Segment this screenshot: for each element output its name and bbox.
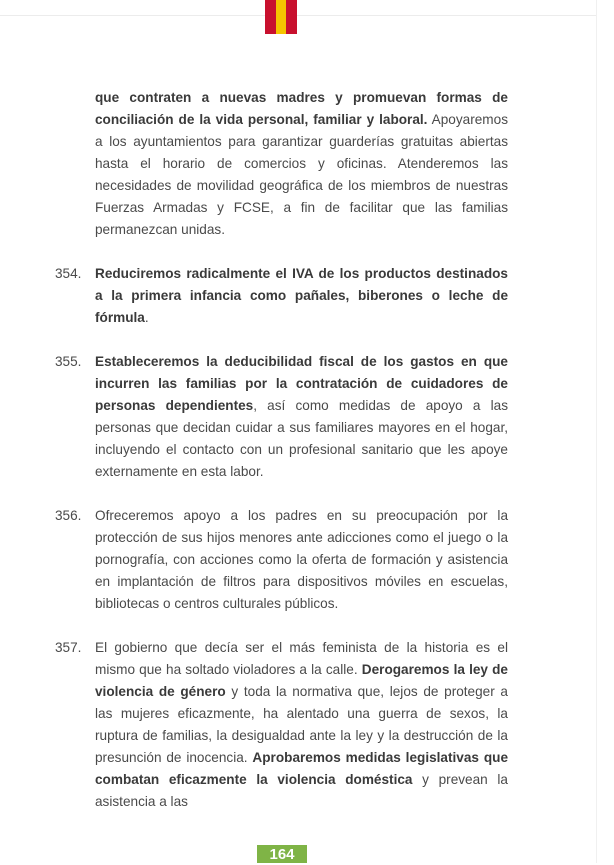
item-text: Ofreceremos apoyo a los padres en su preocupación por la protección de sus hijos menores ante adicciones como el juego o la pornografía, con acciones como la oferta de formación y asistencia en implantación de filtros para dispositivos móviles en escuelas, bibliotecas o centros culturales públicos.	[95, 508, 508, 611]
document-body	[55, 87, 508, 835]
item-number: 356.	[55, 508, 82, 523]
item-text: .	[144, 310, 149, 325]
intro-bold: que contraten a nuevas madres y promuevan formas de conciliación de la vida personal, familiar y laboral.	[95, 90, 508, 127]
page-edge	[596, 0, 597, 863]
item-text: , así como medidas de apoyo a las personas que decidan cuidar a sus familiares mayores en el hogar, incluyendo el contacto con un profesional sanitario que les apoye externamente en esta labor.	[95, 398, 508, 479]
item-number: 357.	[55, 640, 82, 655]
list-item-355	[55, 351, 508, 483]
item-bold: Estableceremos la deducibilidad fiscal de los gastos en que incurren las familias por la contratación de cuidadores de personas dependientes	[95, 354, 508, 413]
item-text: El gobierno que decía ser el más feminista de la historia es el mismo que ha soltado violadores a la calle.	[95, 640, 508, 677]
item-bold-2: Aprobaremos medidas legislativas que combatan eficazmente la violencia doméstica	[95, 750, 508, 787]
item-number: 354.	[55, 266, 82, 281]
spain-flag-icon	[265, 0, 297, 34]
header-rule	[0, 15, 596, 16]
item-text-2: y toda la normativa que, lejos de proteger a las mujeres eficazmente, ha alentado una guerra de sexos, la ruptura de familias, la desigualdad ante la ley y la destrucción de la presunción de inocencia.	[95, 684, 508, 765]
list-item-357	[55, 637, 508, 813]
item-bold: Reduciremos radicalmente el IVA de los productos destinados a la primera infancia como pañales, biberones o leche de fórmula	[95, 266, 508, 325]
intro-paragraph	[55, 87, 508, 241]
intro-text: Apoyaremos a los ayuntamientos para garantizar guarderías gratuitas abiertas hasta el horario de comercios y oficinas. Atenderemos las necesidades de movilidad geográfica de los miembros de nuestras Fuerzas Armadas y FCSE, a fin de facilitar que las familias permanezcan unidas.	[95, 112, 508, 237]
item-bold: Derogaremos la ley de violencia de género	[95, 662, 508, 699]
list-item-354	[55, 263, 508, 329]
item-number: 355.	[55, 354, 82, 369]
page-number: 164	[257, 845, 307, 863]
list-item-356	[55, 505, 508, 615]
item-text-3: y prevean la asistencia a las	[95, 772, 508, 809]
